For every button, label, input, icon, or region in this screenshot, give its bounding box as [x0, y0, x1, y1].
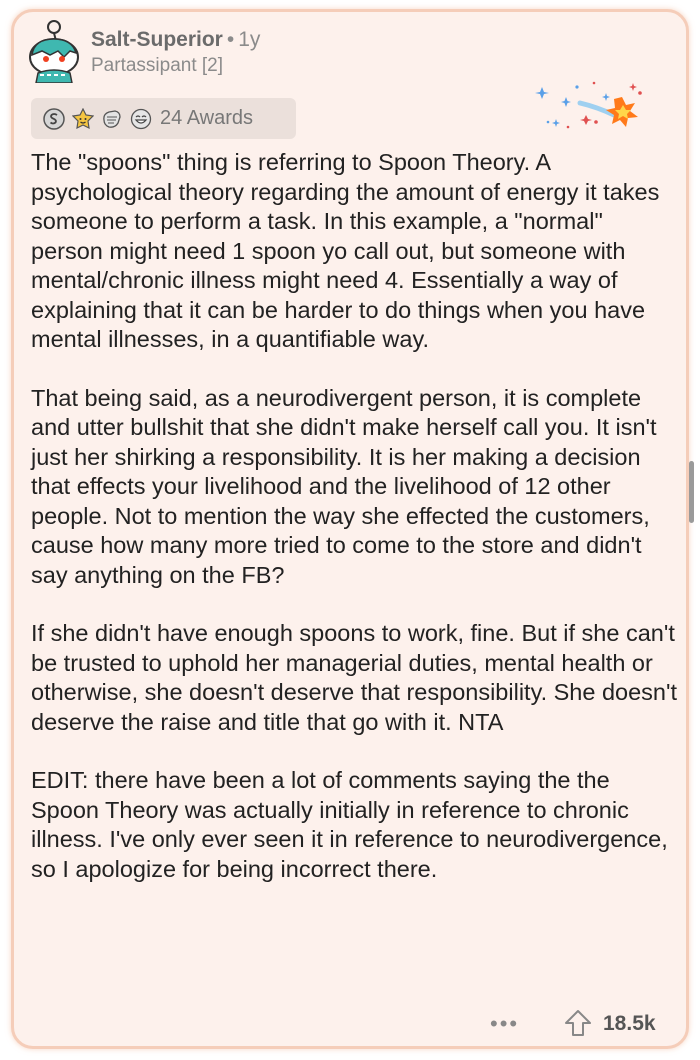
comment-paragraph-2: That being said, as a neurodivergent person, it is complete and utter bullshit that she didn't make herself call you. It isn't just her shirking a responsibility. It is her making a decision that effects your livelihood and the livelihood of 12 other people. Not to mention the way she effected the customers, cause how many more tried to come to the store and didn't say anything on the FB? — [31, 384, 657, 588]
upvote-arrow-icon[interactable] — [564, 1009, 592, 1037]
comment-age: 1y — [238, 28, 261, 51]
wholesome-award-icon — [101, 108, 123, 130]
awards-count: 24 Awards — [160, 107, 254, 129]
more-options-button[interactable]: ••• — [490, 1011, 520, 1036]
laugh-award-icon — [130, 108, 152, 130]
comment-card — [11, 9, 689, 1049]
user-avatar[interactable] — [24, 17, 84, 83]
separator-dot: • — [226, 28, 235, 51]
comment-header — [91, 28, 260, 52]
comment-paragraph-1: The "spoons" thing is referring to Spoon Theory. A psychological theory regarding the amount of energy it takes someone to perform a task. In this example, a "normal" person might need 1 spoon yo call out, but someone with mental/chronic illness might need 4. Essentially a way of explaining that it can be harder to do things when you have mental illnesses, in a quantifiable way. — [31, 149, 660, 352]
comment-paragraph-4: EDIT: there have been a lot of comments saying the the Spoon Theory was actually initially in reference to chronic illness. I've only ever seen it in reference to neurodivergence, so I apologize for being incorrect there. — [31, 767, 668, 882]
comment-body — [31, 148, 681, 913]
helpful-award-icon — [72, 108, 94, 130]
scrollbar-thumb[interactable] — [689, 461, 694, 523]
awards-bar[interactable] — [31, 98, 296, 139]
username-link[interactable]: Salt-Superior — [91, 28, 223, 51]
comment-footer — [14, 1007, 686, 1047]
vote-score: 18.5k — [603, 1012, 656, 1035]
silver-award-icon — [43, 108, 65, 130]
user-flair: Partassipant [2] — [91, 55, 224, 76]
sparkle-rocket-icon — [522, 75, 647, 140]
comment-paragraph-3: If she didn't have enough spoons to work, fine. But if she can't be trusted to uphold her managerial duties, mental health or otherwise, she doesn't deserve that responsibility. She doesn't deserve the raise and title that go with it. NTA — [31, 620, 678, 735]
